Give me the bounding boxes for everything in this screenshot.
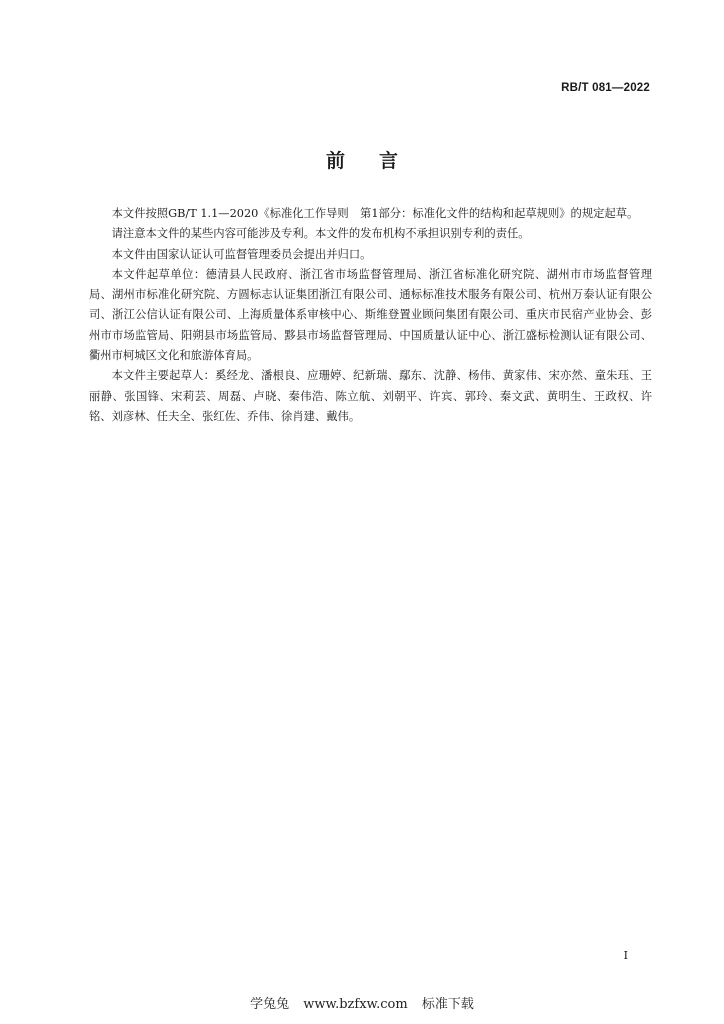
paragraph-drafting-units: 本文件起草单位：德清县人民政府、浙江省市场监督管理局、浙江省标准化研究院、湖州市市场监督管理局、湖州市标准化研究院、方圆标志认证集团浙江有限公司、通标标准技术服务有限公司、杭州万泰认证有限公司、浙江公信认证有限公司、上海质量体系审核中心、斯维登置业顾问集团有限公司、重庆市民宿产业协会、彭州市市场监管局、阳朔县市场监管局、黟县市场监督管理局、中国质量认证中心、浙江盛标检测认证有限公司、衢州市柯城区文化和旅游体育局。	[89, 267, 652, 363]
footer-site-name: 学兔兔	[250, 997, 290, 1012]
paragraph-drafting-rules: 本文件按照GB/T 1.1—2020《标准化工作导则 第1部分：标准化文件的结构和起草规则》的规定起草。	[111, 207, 639, 220]
paragraph-patent-notice: 请注意本文件的某些内容可能涉及专利。本文件的发布机构不承担识别专利的责任。	[111, 227, 530, 241]
paragraph-drafters: 本文件主要起草人：奚经龙、潘根良、应珊婷、纪新瑞、鄢东、沈静、杨伟、黄家伟、宋亦然、童朱珏、王丽静、张国锋、宋莉芸、周磊、卢晓、秦伟浩、陈立航、刘朝平、许宾、郭玲、秦文武、黄明生、王政权、许铭、刘彦林、任夫全、张红佐、乔伟、徐肖建、戴伟。	[89, 369, 652, 423]
footer-tagline: 标准下载	[421, 997, 474, 1012]
paragraph-proposer: 本文件由国家认证认可监督管理委员会提出并归口。	[111, 247, 372, 261]
title-char-1: 前	[325, 150, 345, 172]
footer-url[interactable]: www.bzfxw.com	[303, 997, 408, 1012]
footer-watermark	[0, 993, 724, 1012]
standard-code: RB/T 081—2022	[561, 82, 650, 94]
page-title	[0, 146, 724, 173]
title-char-2: 言	[379, 150, 399, 172]
page-number: I	[623, 949, 628, 962]
preface-body	[89, 204, 652, 427]
